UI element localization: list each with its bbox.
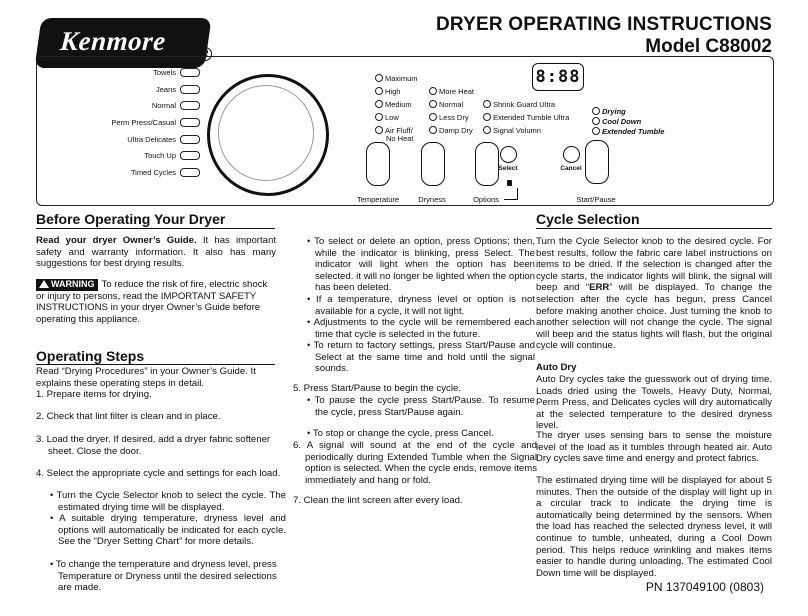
options-button[interactable] — [475, 142, 499, 186]
cycle-indicator — [180, 101, 200, 110]
cycle-indicator — [180, 118, 200, 127]
step-7: 7. Clean the lint screen after every load. — [293, 495, 463, 506]
steps-intro: Read “Drying Procedures” in your Owner’s Guide. It explains these operating steps in detail. — [36, 366, 256, 389]
temp-option-no-heat: No Heat — [386, 134, 414, 143]
step-4-bullet-3: • To change the temperature and dryness level, press Temperature or Dryness until the desired selections are made. — [50, 559, 277, 594]
cycle-label-jeans: Jeans — [155, 85, 176, 94]
options-bracket — [504, 199, 518, 200]
option-signal-volume: Signal Volumn — [483, 126, 541, 135]
warning-badge: WARNING — [36, 279, 98, 291]
section-heading-steps: Operating Steps — [36, 348, 145, 364]
step-4-bullet-7: • To return to factory settings, press Start/Pause and Select at the same time and hold until the signal sounds. — [307, 340, 535, 375]
status-drying: Drying — [592, 107, 626, 116]
cycle-indicator — [180, 168, 200, 177]
section-heading-before: Before Operating Your Dryer — [36, 211, 226, 227]
section-heading-cycle: Cycle Selection — [536, 211, 640, 227]
cycle-indicator — [180, 151, 200, 160]
temp-option-maximum: Maximum — [375, 74, 418, 83]
step-4-bullet-1: • Turn the Cycle Selector knob to select the cycle. The estimated drying time will be displayed. — [50, 490, 286, 513]
cycle-paragraph-2: Auto Dry cycles take the guesswork out of drying time. Loads dried using the Towels, Heavy Duty, Normal, Perm Press, and Delicates cycles will dry automatically at the selected temperature to the desired dryness level. — [536, 374, 772, 432]
warning-icon — [39, 280, 49, 288]
start-pause-button[interactable] — [585, 140, 609, 184]
cancel-button[interactable] — [563, 146, 580, 163]
cycle-label-touch-up: Touch Up — [144, 151, 176, 160]
registered-mark: R — [198, 47, 212, 61]
select-button[interactable] — [500, 146, 517, 163]
cycle-label-timed: Timed Cycles — [130, 168, 176, 177]
cycle-paragraph-1: Turn the Cycle Selector knob to the desired cycle. For best results, follow the fabric care label instructions on items to be dried. If the selection is changed after the cycle starts, the indicator lights will blink, the signal will beep and “ERR” will be displayed. To change the selection after the cycle has begun, press Cancel before making another choice. Just turning the knob to another selection will not change the cycle. The signal will beep and the status lights will flash, but the original cycle will continue. — [536, 236, 773, 352]
step-5-bullet-2: • To stop or change the cycle, press Cancel. — [307, 428, 494, 439]
option-extended-tumble: Extended Tumble Ultra — [483, 113, 569, 122]
step-4-bullet-4: • To select or delete an option, press Options; then, while the indicator is blinking, press Select. The indicator will light when the option has been selected. it will no longer be lighted when the option has been deleted. — [307, 236, 535, 294]
status-extended-tumble: Extended Tumble — [592, 127, 664, 136]
cycle-label-ultra-delicates: Ultra Delicates — [127, 135, 176, 144]
step-6: 6. A signal will sound at the end of the cycle and periodically during Extended Tumble when the Signal option is selected. When the cycle ends, remove items immediately and hang or fold. — [293, 440, 537, 486]
cancel-button-label: Cancel — [560, 165, 582, 172]
temp-option-low: Low — [375, 113, 399, 122]
section-divider — [36, 364, 275, 365]
option-shrink-guard: Shrink Guard Ultra — [483, 100, 555, 109]
step-4-bullet-6: • Adjustments to the cycle will be remembered each time that cycle is selected in the future. — [307, 317, 535, 340]
step-5-bullet-1: • To pause the cycle press Start/Pause. To resume the cycle, press Start/Pause again. — [307, 395, 535, 418]
auto-dry-heading: Auto Dry — [536, 362, 577, 373]
dryness-button[interactable] — [421, 142, 445, 186]
time-display: 8:88 — [532, 63, 584, 91]
cycle-indicator — [180, 85, 200, 94]
part-number: PN 137049100 (0803) — [645, 580, 764, 594]
dryness-option-less-dry: Less Dry — [429, 113, 469, 122]
lock-icon — [507, 180, 512, 186]
temp-option-air-fluff: Air Fluff/ — [375, 126, 413, 135]
step-4-bullet-5: • If a temperature, dryness level or option is not available for a cycle, it will not light. — [307, 294, 535, 317]
page-title: DRYER OPERATING INSTRUCTIONS — [435, 14, 772, 35]
status-cool-down: Cool Down — [592, 117, 641, 126]
dryness-option-damp-dry: Damp Dry — [429, 126, 473, 135]
temperature-button[interactable] — [366, 142, 390, 186]
options-button-label: Options — [473, 195, 499, 204]
brand-name: Kenmore — [59, 26, 167, 56]
cycle-label-normal: Normal — [151, 101, 176, 110]
before-paragraph-1: Read your dryer Owner’s Guide. It has important safety and warranty information. It also has many suggestions for best drying results. — [36, 235, 276, 270]
dryness-option-normal: Normal — [429, 100, 463, 109]
cycle-indicator — [180, 68, 200, 77]
cycle-indicator — [180, 135, 200, 144]
temp-option-medium: Medium — [375, 100, 412, 109]
model-number: Model C88002 — [645, 36, 772, 57]
step-4-bullet-2: • A suitable drying temperature, dryness level and options will automatically be indicated for each cycle. See the “Dryer Setting Chart” for more details. — [50, 513, 286, 548]
before-paragraph-2: WARNING To reduce the risk of fire, electric shock or injury to persons, read the IMPORTANT SAFETY INSTRUCTIONS in your dryer Owner’s Guide before operating this appliance. — [36, 279, 268, 325]
dryness-option-more-heat: More Heat — [429, 87, 474, 96]
section-divider — [536, 228, 772, 229]
step-4: 4. Select the appropriate cycle and settings for each load. — [36, 468, 281, 479]
dryness-button-label: Dryness — [418, 195, 446, 204]
step-3: 3. Load the dryer. If desired, add a dryer fabric softener sheet. Close the door. — [36, 434, 271, 457]
cycle-label-towels: Towels — [153, 68, 176, 77]
step-5: 5. Press Start/Pause to begin the cycle. — [293, 383, 461, 394]
temp-option-high: High — [375, 87, 400, 96]
cycle-selector-knob[interactable] — [207, 74, 329, 196]
section-divider — [36, 228, 275, 229]
select-button-label: Select — [498, 165, 518, 172]
cycle-label-perm-press: Perm Press/Casual — [111, 118, 176, 127]
options-bracket — [517, 188, 518, 200]
temperature-button-label: Temperature — [356, 195, 400, 204]
cycle-paragraph-4: The estimated drying time will be displayed for about 5 minutes. Then the outside of the display will light up in a circular track to indicate the drying time is automatically being determined by the sensors. When the load has reached the selected dryness level, it will continue to tumble, unheated, during a Cool Down period. This helps reduce wrinkling and makes items easier to handle during unloading. The estimated Cool Down time will be displayed. — [536, 475, 772, 579]
cycle-paragraph-3: The dryer uses sensing bars to sense the moisture level of the load as it tumbles through heated air. Auto Dry cycles save time and energy and protect fabrics. — [536, 430, 772, 465]
step-2: 2. Check that lint filter is clean and in place. — [36, 411, 221, 422]
step-1: 1. Prepare items for drying. — [36, 389, 152, 400]
start-pause-button-label: Start/Pause — [576, 195, 616, 204]
